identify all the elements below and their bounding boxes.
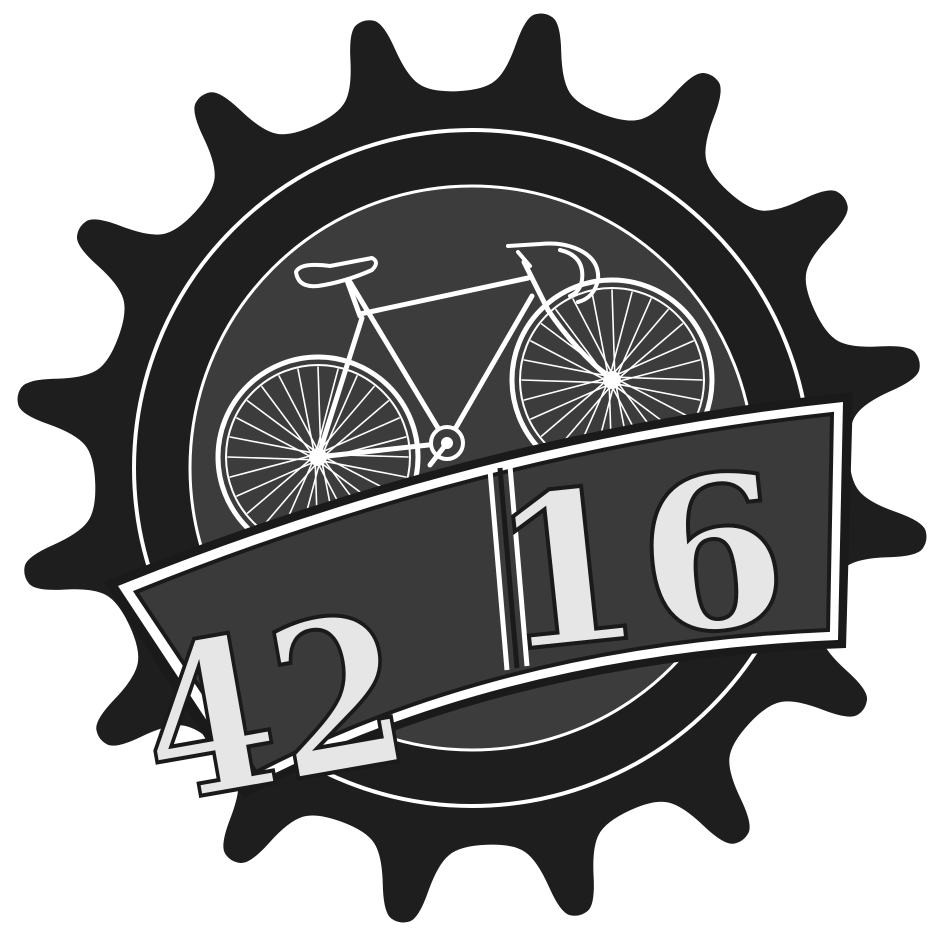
- number-right: 16: [480, 424, 798, 701]
- number-left: 42: [122, 564, 425, 854]
